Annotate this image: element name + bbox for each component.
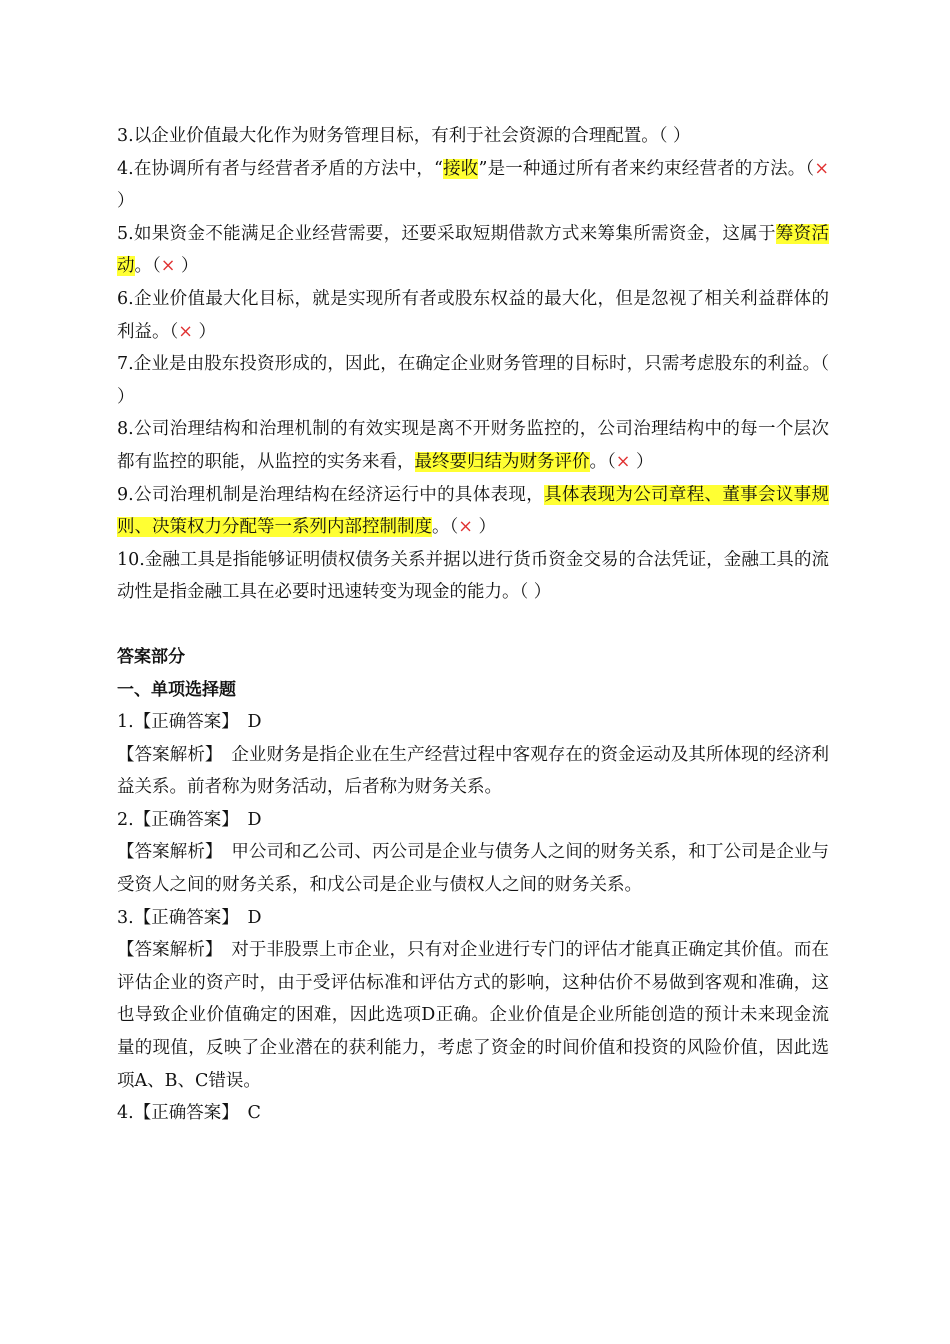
- answer-analysis: 【答案解析】 企业财务是指企业在生产经营过程中客观存在的资金运动及其所体现的经济利益关系。前者称为财务活动，后者称为财务关系。: [117, 744, 829, 798]
- item-text: 。（: [134, 256, 161, 277]
- answer-line: 1.【正确答案】 D: [117, 712, 262, 733]
- item-text: ）: [192, 321, 216, 342]
- item-text: ）: [117, 191, 135, 212]
- highlighted-text: 最终要归结为财务评价: [414, 451, 590, 472]
- item-text: 4.在协调所有者与经营者矛盾的方法中，“: [117, 158, 443, 179]
- item-text: ）: [630, 451, 654, 472]
- item-text: 3.以企业价值最大化作为财务管理目标，有利于社会资源的合理配置。（ ）: [117, 126, 691, 146]
- answer-section-title: 答案部分: [117, 646, 185, 667]
- item-text: 。（: [589, 451, 616, 472]
- judgment-item-3: [117, 120, 829, 153]
- item-text: 7.企业是由股东投资形成的，因此，在确定企业财务管理的目标时，只需考虑股东的利益。（ ）: [117, 354, 829, 407]
- item-text: 8.公司治理结构和治理机制的有效实现是离不开财务监控的，公司治理结构中的每一个层次都有监控的职能，从监控的实务来看，: [117, 419, 829, 472]
- judgment-item-5: [117, 218, 829, 283]
- section-spacer: [117, 609, 829, 641]
- item-text: ）: [175, 256, 199, 277]
- highlighted-text: 筹资活动: [117, 223, 829, 277]
- judgment-item-10: [117, 544, 829, 609]
- answer-line: 3.【正确答案】 D: [117, 907, 262, 928]
- item-text: 5.如果资金不能满足企业经营需要，还要采取短期借款方式来筹集所需资金，这属于: [117, 223, 776, 244]
- cross-mark-icon: ×: [615, 451, 631, 472]
- cross-mark-icon: ×: [160, 256, 176, 277]
- judgment-item-4: [117, 153, 829, 218]
- answer-analysis: 【答案解析】 甲公司和乙公司、丙公司是企业与债务人之间的财务关系，和丁公司是企业与受资人之间的财务关系，和戊公司是企业与债权人之间的财务关系。: [117, 842, 829, 896]
- answer-subsection-title: 一、单项选择题: [117, 679, 236, 700]
- cross-mark-icon: ×: [458, 517, 473, 538]
- answer-line: 2.【正确答案】 D: [117, 809, 262, 830]
- highlighted-text: 接收: [442, 158, 479, 179]
- judgment-item-8: [117, 413, 829, 478]
- highlighted-text: 具体表现为公司章程、董事会议事规则、决策权力分配等一系列内部控制制度: [117, 484, 829, 538]
- item-text: 6.企业价值最大化目标，就是实现所有者或股东权益的最大化，但是忽视了相关利益群体的利益。（: [117, 288, 829, 342]
- cross-mark-icon: ×: [178, 321, 193, 342]
- item-text: ”是一种通过所有者来约束经营者的方法。（: [478, 158, 815, 179]
- item-text: 9.公司治理机制是治理结构在经济运行中的具体表现，: [117, 484, 545, 505]
- judgment-item-6: [117, 283, 829, 348]
- item-text: 10.金融工具是指能够证明债权债务关系并据以进行货币资金交易的合法凭证，金融工具的流动性是指金融工具在必要时迅速转变为现金的能力。（ ）: [117, 549, 829, 603]
- document-content: [117, 120, 829, 1130]
- item-text: 。（: [432, 517, 459, 538]
- judgment-item-7: [117, 348, 829, 413]
- item-text: ）: [472, 517, 496, 538]
- cross-mark-icon: ×: [814, 158, 829, 179]
- answer-analysis: 【答案解析】 对于非股票上市企业，只有对企业进行专门的评估才能真正确定其价值。而在评估企业的资产时，由于受评估标准和评估方式的影响，这种估价不易做到客观和准确，这也导致企业价值确定的困难，因此选项D正确。企业价值是企业所能创造的预计未来现金流量的现值，反映了企业潜在的获利能力，考虑了资金的时间价值和投资的风险价值，因此选项A、B、C错误。: [117, 940, 829, 1091]
- judgment-item-9: [117, 479, 829, 544]
- answer-line: 4.【正确答案】 C: [117, 1103, 261, 1124]
